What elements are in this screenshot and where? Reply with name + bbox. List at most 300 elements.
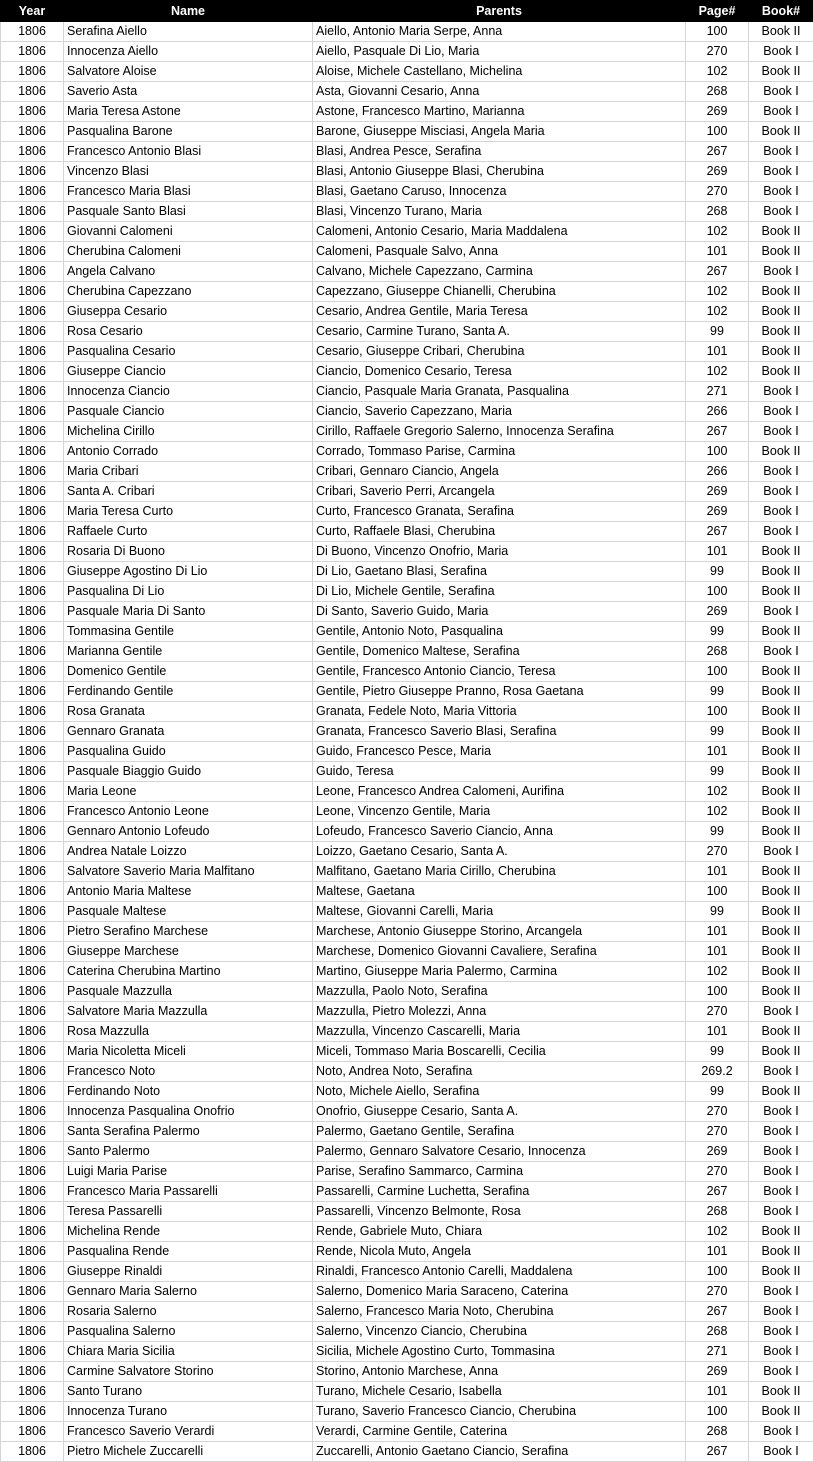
cell-page: 100 xyxy=(686,882,749,902)
cell-name: Pietro Serafino Marchese xyxy=(64,922,313,942)
table-row xyxy=(1,1262,813,1282)
table-row xyxy=(1,962,813,982)
cell-name: Pasquale Santo Blasi xyxy=(64,202,313,222)
cell-book: Book II xyxy=(749,1082,813,1102)
cell-name: Pasqualina Di Lio xyxy=(64,582,313,602)
cell-name: Marianna Gentile xyxy=(64,642,313,662)
cell-name: Giuseppe Ciancio xyxy=(64,362,313,382)
cell-name: Rosa Mazzulla xyxy=(64,1022,313,1042)
cell-book: Book I xyxy=(749,642,813,662)
cell-page: 271 xyxy=(686,1342,749,1362)
cell-page: 99 xyxy=(686,622,749,642)
cell-year: 1806 xyxy=(1,802,64,822)
cell-year: 1806 xyxy=(1,782,64,802)
cell-year: 1806 xyxy=(1,682,64,702)
table-row xyxy=(1,282,813,302)
cell-book: Book I xyxy=(749,1422,813,1442)
cell-parents: Passarelli, Vincenzo Belmonte, Rosa xyxy=(313,1202,686,1222)
cell-parents: Parise, Serafino Sammarco, Carmina xyxy=(313,1162,686,1182)
cell-parents: Mazzulla, Paolo Noto, Serafina xyxy=(313,982,686,1002)
table-row xyxy=(1,322,813,342)
cell-year: 1806 xyxy=(1,1162,64,1182)
cell-page: 268 xyxy=(686,642,749,662)
table-row xyxy=(1,102,813,122)
cell-year: 1806 xyxy=(1,62,64,82)
cell-page: 270 xyxy=(686,1102,749,1122)
cell-book: Book I xyxy=(749,462,813,482)
cell-page: 268 xyxy=(686,1322,749,1342)
cell-page: 101 xyxy=(686,1382,749,1402)
cell-book: Book I xyxy=(749,402,813,422)
table-row xyxy=(1,1202,813,1222)
cell-parents: Passarelli, Carmine Luchetta, Serafina xyxy=(313,1182,686,1202)
cell-name: Pietro Michele Zuccarelli xyxy=(64,1442,313,1462)
cell-parents: Cesario, Giuseppe Cribari, Cherubina xyxy=(313,342,686,362)
cell-name: Pasquale Maltese xyxy=(64,902,313,922)
cell-page: 268 xyxy=(686,1202,749,1222)
table-row xyxy=(1,462,813,482)
cell-parents: Cesario, Andrea Gentile, Maria Teresa xyxy=(313,302,686,322)
cell-year: 1806 xyxy=(1,142,64,162)
cell-book: Book II xyxy=(749,122,813,142)
cell-page: 100 xyxy=(686,982,749,1002)
cell-book: Book II xyxy=(749,802,813,822)
cell-name: Cherubina Capezzano xyxy=(64,282,313,302)
cell-year: 1806 xyxy=(1,902,64,922)
cell-parents: Noto, Michele Aiello, Serafina xyxy=(313,1082,686,1102)
cell-name: Giuseppe Rinaldi xyxy=(64,1262,313,1282)
cell-parents: Asta, Giovanni Cesario, Anna xyxy=(313,82,686,102)
cell-parents: Miceli, Tommaso Maria Boscarelli, Cecilia xyxy=(313,1042,686,1062)
cell-book: Book II xyxy=(749,322,813,342)
table-row xyxy=(1,702,813,722)
cell-page: 100 xyxy=(686,662,749,682)
cell-parents: Curto, Francesco Granata, Serafina xyxy=(313,502,686,522)
table-row xyxy=(1,502,813,522)
cell-parents: Maltese, Giovanni Carelli, Maria xyxy=(313,902,686,922)
cell-page: 267 xyxy=(686,142,749,162)
cell-year: 1806 xyxy=(1,642,64,662)
cell-book: Book I xyxy=(749,1102,813,1122)
cell-page: 269 xyxy=(686,602,749,622)
cell-year: 1806 xyxy=(1,702,64,722)
cell-parents: Blasi, Gaetano Caruso, Innocenza xyxy=(313,182,686,202)
cell-name: Raffaele Curto xyxy=(64,522,313,542)
table-row xyxy=(1,562,813,582)
cell-page: 100 xyxy=(686,1262,749,1282)
cell-parents: Cesario, Carmine Turano, Santa A. xyxy=(313,322,686,342)
cell-book: Book II xyxy=(749,682,813,702)
cell-page: 100 xyxy=(686,122,749,142)
cell-page: 268 xyxy=(686,1422,749,1442)
cell-page: 102 xyxy=(686,782,749,802)
cell-page: 99 xyxy=(686,322,749,342)
cell-page: 102 xyxy=(686,802,749,822)
cell-page: 269 xyxy=(686,482,749,502)
cell-book: Book II xyxy=(749,882,813,902)
cell-year: 1806 xyxy=(1,1322,64,1342)
cell-year: 1806 xyxy=(1,502,64,522)
cell-page: 270 xyxy=(686,42,749,62)
cell-book: Book II xyxy=(749,702,813,722)
cell-book: Book I xyxy=(749,1442,813,1462)
cell-name: Gennaro Maria Salerno xyxy=(64,1282,313,1302)
cell-book: Book II xyxy=(749,582,813,602)
header-parents: Parents xyxy=(313,1,686,22)
table-row xyxy=(1,602,813,622)
cell-name: Santa Serafina Palermo xyxy=(64,1122,313,1142)
cell-name: Michelina Cirillo xyxy=(64,422,313,442)
table-row xyxy=(1,222,813,242)
table-row xyxy=(1,302,813,322)
cell-year: 1806 xyxy=(1,1302,64,1322)
cell-page: 99 xyxy=(686,722,749,742)
cell-year: 1806 xyxy=(1,1262,64,1282)
cell-book: Book II xyxy=(749,1222,813,1242)
cell-parents: Cribari, Gennaro Ciancio, Angela xyxy=(313,462,686,482)
cell-parents: Di Lio, Gaetano Blasi, Serafina xyxy=(313,562,686,582)
cell-page: 270 xyxy=(686,1282,749,1302)
cell-year: 1806 xyxy=(1,562,64,582)
cell-parents: Malfitano, Gaetano Maria Cirillo, Cherubina xyxy=(313,862,686,882)
cell-name: Francesco Saverio Verardi xyxy=(64,1422,313,1442)
cell-parents: Lofeudo, Francesco Saverio Ciancio, Anna xyxy=(313,822,686,842)
cell-book: Book I xyxy=(749,182,813,202)
cell-book: Book II xyxy=(749,1242,813,1262)
cell-book: Book II xyxy=(749,942,813,962)
cell-name: Innocenza Aiello xyxy=(64,42,313,62)
cell-parents: Gentile, Antonio Noto, Pasqualina xyxy=(313,622,686,642)
cell-book: Book I xyxy=(749,1202,813,1222)
cell-parents: Calomeni, Pasquale Salvo, Anna xyxy=(313,242,686,262)
table-row xyxy=(1,1142,813,1162)
cell-year: 1806 xyxy=(1,822,64,842)
cell-parents: Palermo, Gennaro Salvatore Cesario, Innocenza xyxy=(313,1142,686,1162)
table-row xyxy=(1,762,813,782)
header-book: Book# xyxy=(749,1,813,22)
cell-name: Antonio Corrado xyxy=(64,442,313,462)
cell-name: Rosaria Di Buono xyxy=(64,542,313,562)
cell-name: Serafina Aiello xyxy=(64,22,313,42)
cell-parents: Verardi, Carmine Gentile, Caterina xyxy=(313,1422,686,1442)
cell-year: 1806 xyxy=(1,242,64,262)
cell-parents: Ciancio, Saverio Capezzano, Maria xyxy=(313,402,686,422)
cell-year: 1806 xyxy=(1,982,64,1002)
cell-parents: Di Lio, Michele Gentile, Serafina xyxy=(313,582,686,602)
cell-page: 102 xyxy=(686,962,749,982)
cell-page: 270 xyxy=(686,182,749,202)
cell-parents: Calvano, Michele Capezzano, Carmina xyxy=(313,262,686,282)
cell-book: Book I xyxy=(749,1182,813,1202)
table-row xyxy=(1,402,813,422)
cell-parents: Marchese, Domenico Giovanni Cavaliere, Serafina xyxy=(313,942,686,962)
cell-page: 99 xyxy=(686,762,749,782)
table-body xyxy=(1,22,813,1462)
cell-page: 102 xyxy=(686,362,749,382)
cell-year: 1806 xyxy=(1,1182,64,1202)
table-row xyxy=(1,782,813,802)
cell-name: Caterina Cherubina Martino xyxy=(64,962,313,982)
cell-name: Santo Turano xyxy=(64,1382,313,1402)
table-row xyxy=(1,242,813,262)
cell-parents: Storino, Antonio Marchese, Anna xyxy=(313,1362,686,1382)
header-year: Year xyxy=(1,1,64,22)
cell-parents: Salerno, Domenico Maria Saraceno, Caterina xyxy=(313,1282,686,1302)
cell-name: Ferdinando Gentile xyxy=(64,682,313,702)
cell-book: Book II xyxy=(749,542,813,562)
cell-name: Pasquale Mazzulla xyxy=(64,982,313,1002)
cell-book: Book I xyxy=(749,422,813,442)
cell-parents: Blasi, Vincenzo Turano, Maria xyxy=(313,202,686,222)
cell-year: 1806 xyxy=(1,442,64,462)
table-row xyxy=(1,902,813,922)
cell-name: Michelina Rende xyxy=(64,1222,313,1242)
cell-page: 99 xyxy=(686,682,749,702)
table-row xyxy=(1,1442,813,1462)
table-row xyxy=(1,62,813,82)
cell-name: Salvatore Aloise xyxy=(64,62,313,82)
cell-page: 270 xyxy=(686,1002,749,1022)
cell-book: Book II xyxy=(749,762,813,782)
cell-book: Book I xyxy=(749,842,813,862)
cell-year: 1806 xyxy=(1,82,64,102)
cell-year: 1806 xyxy=(1,262,64,282)
cell-parents: Ciancio, Domenico Cesario, Teresa xyxy=(313,362,686,382)
cell-page: 99 xyxy=(686,822,749,842)
cell-parents: Turano, Michele Cesario, Isabella xyxy=(313,1382,686,1402)
cell-name: Santa A. Cribari xyxy=(64,482,313,502)
cell-name: Innocenza Pasqualina Onofrio xyxy=(64,1102,313,1122)
cell-year: 1806 xyxy=(1,602,64,622)
table-row xyxy=(1,1062,813,1082)
cell-name: Pasqualina Cesario xyxy=(64,342,313,362)
cell-parents: Rende, Nicola Muto, Angela xyxy=(313,1242,686,1262)
table-row xyxy=(1,642,813,662)
cell-book: Book I xyxy=(749,1302,813,1322)
cell-book: Book I xyxy=(749,102,813,122)
cell-name: Francesco Antonio Blasi xyxy=(64,142,313,162)
cell-page: 99 xyxy=(686,562,749,582)
cell-name: Pasqualina Salerno xyxy=(64,1322,313,1342)
cell-name: Vincenzo Blasi xyxy=(64,162,313,182)
table-row xyxy=(1,182,813,202)
table-row xyxy=(1,1422,813,1442)
cell-book: Book I xyxy=(749,162,813,182)
cell-page: 100 xyxy=(686,442,749,462)
table-row xyxy=(1,802,813,822)
table-row xyxy=(1,822,813,842)
cell-name: Maria Nicoletta Miceli xyxy=(64,1042,313,1062)
cell-name: Antonio Maria Maltese xyxy=(64,882,313,902)
cell-book: Book II xyxy=(749,862,813,882)
cell-book: Book I xyxy=(749,1342,813,1362)
cell-parents: Cribari, Saverio Perri, Arcangela xyxy=(313,482,686,502)
cell-page: 267 xyxy=(686,1442,749,1462)
cell-year: 1806 xyxy=(1,1022,64,1042)
table-row xyxy=(1,262,813,282)
table-row xyxy=(1,1302,813,1322)
cell-year: 1806 xyxy=(1,322,64,342)
cell-page: 101 xyxy=(686,742,749,762)
cell-book: Book I xyxy=(749,602,813,622)
cell-year: 1806 xyxy=(1,862,64,882)
cell-parents: Corrado, Tommaso Parise, Carmina xyxy=(313,442,686,462)
cell-name: Cherubina Calomeni xyxy=(64,242,313,262)
cell-book: Book II xyxy=(749,222,813,242)
table-row xyxy=(1,982,813,1002)
cell-name: Andrea Natale Loizzo xyxy=(64,842,313,862)
cell-page: 267 xyxy=(686,262,749,282)
cell-parents: Onofrio, Giuseppe Cesario, Santa A. xyxy=(313,1102,686,1122)
cell-name: Giuseppa Cesario xyxy=(64,302,313,322)
cell-parents: Granata, Fedele Noto, Maria Vittoria xyxy=(313,702,686,722)
cell-page: 267 xyxy=(686,522,749,542)
cell-book: Book II xyxy=(749,722,813,742)
cell-year: 1806 xyxy=(1,1342,64,1362)
cell-year: 1806 xyxy=(1,1102,64,1122)
table-row xyxy=(1,682,813,702)
cell-year: 1806 xyxy=(1,922,64,942)
cell-book: Book II xyxy=(749,62,813,82)
cell-name: Pasquale Biaggio Guido xyxy=(64,762,313,782)
table-row xyxy=(1,522,813,542)
cell-book: Book I xyxy=(749,262,813,282)
cell-year: 1806 xyxy=(1,302,64,322)
table-row xyxy=(1,1042,813,1062)
cell-page: 267 xyxy=(686,422,749,442)
cell-parents: Aiello, Pasquale Di Lio, Maria xyxy=(313,42,686,62)
cell-page: 266 xyxy=(686,402,749,422)
cell-year: 1806 xyxy=(1,402,64,422)
cell-year: 1806 xyxy=(1,882,64,902)
cell-name: Pasqualina Rende xyxy=(64,1242,313,1262)
cell-name: Saverio Asta xyxy=(64,82,313,102)
cell-parents: Cirillo, Raffaele Gregorio Salerno, Innocenza Serafina xyxy=(313,422,686,442)
table-row xyxy=(1,1382,813,1402)
table-row xyxy=(1,142,813,162)
cell-year: 1806 xyxy=(1,1002,64,1022)
cell-year: 1806 xyxy=(1,1142,64,1162)
cell-page: 270 xyxy=(686,842,749,862)
cell-book: Book I xyxy=(749,1062,813,1082)
cell-year: 1806 xyxy=(1,1422,64,1442)
table-row xyxy=(1,482,813,502)
cell-page: 101 xyxy=(686,862,749,882)
cell-year: 1806 xyxy=(1,182,64,202)
cell-book: Book II xyxy=(749,362,813,382)
cell-year: 1806 xyxy=(1,1242,64,1262)
cell-page: 101 xyxy=(686,1242,749,1262)
cell-year: 1806 xyxy=(1,42,64,62)
cell-parents: Gentile, Domenico Maltese, Serafina xyxy=(313,642,686,662)
cell-year: 1806 xyxy=(1,1122,64,1142)
cell-parents: Aiello, Antonio Maria Serpe, Anna xyxy=(313,22,686,42)
header-row xyxy=(1,1,813,22)
cell-book: Book II xyxy=(749,662,813,682)
cell-parents: Ciancio, Pasquale Maria Granata, Pasqualina xyxy=(313,382,686,402)
cell-name: Maria Teresa Astone xyxy=(64,102,313,122)
cell-name: Gennaro Antonio Lofeudo xyxy=(64,822,313,842)
table-row xyxy=(1,1122,813,1142)
cell-name: Luigi Maria Parise xyxy=(64,1162,313,1182)
table-row xyxy=(1,82,813,102)
table-row xyxy=(1,1162,813,1182)
cell-year: 1806 xyxy=(1,522,64,542)
cell-parents: Curto, Raffaele Blasi, Cherubina xyxy=(313,522,686,542)
cell-name: Chiara Maria Sicilia xyxy=(64,1342,313,1362)
cell-year: 1806 xyxy=(1,1282,64,1302)
cell-year: 1806 xyxy=(1,1082,64,1102)
cell-year: 1806 xyxy=(1,162,64,182)
cell-page: 101 xyxy=(686,1022,749,1042)
cell-page: 100 xyxy=(686,582,749,602)
cell-parents: Barone, Giuseppe Misciasi, Angela Maria xyxy=(313,122,686,142)
cell-book: Book II xyxy=(749,22,813,42)
cell-parents: Turano, Saverio Francesco Ciancio, Cherubina xyxy=(313,1402,686,1422)
cell-year: 1806 xyxy=(1,362,64,382)
table-row xyxy=(1,342,813,362)
cell-year: 1806 xyxy=(1,1362,64,1382)
cell-book: Book II xyxy=(749,562,813,582)
cell-page: 102 xyxy=(686,1222,749,1242)
cell-parents: Calomeni, Antonio Cesario, Maria Maddalena xyxy=(313,222,686,242)
table-row xyxy=(1,1102,813,1122)
table-row xyxy=(1,662,813,682)
cell-parents: Mazzulla, Vincenzo Cascarelli, Maria xyxy=(313,1022,686,1042)
cell-name: Salvatore Maria Mazzulla xyxy=(64,1002,313,1022)
cell-page: 99 xyxy=(686,1082,749,1102)
cell-book: Book I xyxy=(749,1322,813,1342)
cell-page: 268 xyxy=(686,82,749,102)
cell-book: Book I xyxy=(749,1282,813,1302)
cell-year: 1806 xyxy=(1,1402,64,1422)
table-row xyxy=(1,1242,813,1262)
cell-name: Rosa Granata xyxy=(64,702,313,722)
cell-name: Pasqualina Guido xyxy=(64,742,313,762)
table-row xyxy=(1,1082,813,1102)
cell-name: Angela Calvano xyxy=(64,262,313,282)
cell-book: Book II xyxy=(749,342,813,362)
cell-book: Book II xyxy=(749,1382,813,1402)
table-row xyxy=(1,582,813,602)
cell-book: Book II xyxy=(749,742,813,762)
cell-page: 99 xyxy=(686,902,749,922)
cell-page: 270 xyxy=(686,1162,749,1182)
cell-page: 266 xyxy=(686,462,749,482)
cell-page: 101 xyxy=(686,342,749,362)
cell-year: 1806 xyxy=(1,742,64,762)
cell-page: 102 xyxy=(686,302,749,322)
cell-page: 271 xyxy=(686,382,749,402)
cell-name: Domenico Gentile xyxy=(64,662,313,682)
cell-parents: Loizzo, Gaetano Cesario, Santa A. xyxy=(313,842,686,862)
cell-year: 1806 xyxy=(1,662,64,682)
cell-year: 1806 xyxy=(1,1042,64,1062)
cell-parents: Salerno, Vincenzo Ciancio, Cherubina xyxy=(313,1322,686,1342)
cell-page: 101 xyxy=(686,922,749,942)
cell-name: Francesco Noto xyxy=(64,1062,313,1082)
cell-page: 269 xyxy=(686,162,749,182)
cell-name: Giuseppe Agostino Di Lio xyxy=(64,562,313,582)
cell-year: 1806 xyxy=(1,622,64,642)
cell-parents: Aloise, Michele Castellano, Michelina xyxy=(313,62,686,82)
cell-name: Maria Cribari xyxy=(64,462,313,482)
cell-parents: Gentile, Pietro Giuseppe Pranno, Rosa Gaetana xyxy=(313,682,686,702)
cell-parents: Noto, Andrea Noto, Serafina xyxy=(313,1062,686,1082)
cell-year: 1806 xyxy=(1,722,64,742)
cell-page: 270 xyxy=(686,1122,749,1142)
cell-page: 268 xyxy=(686,202,749,222)
